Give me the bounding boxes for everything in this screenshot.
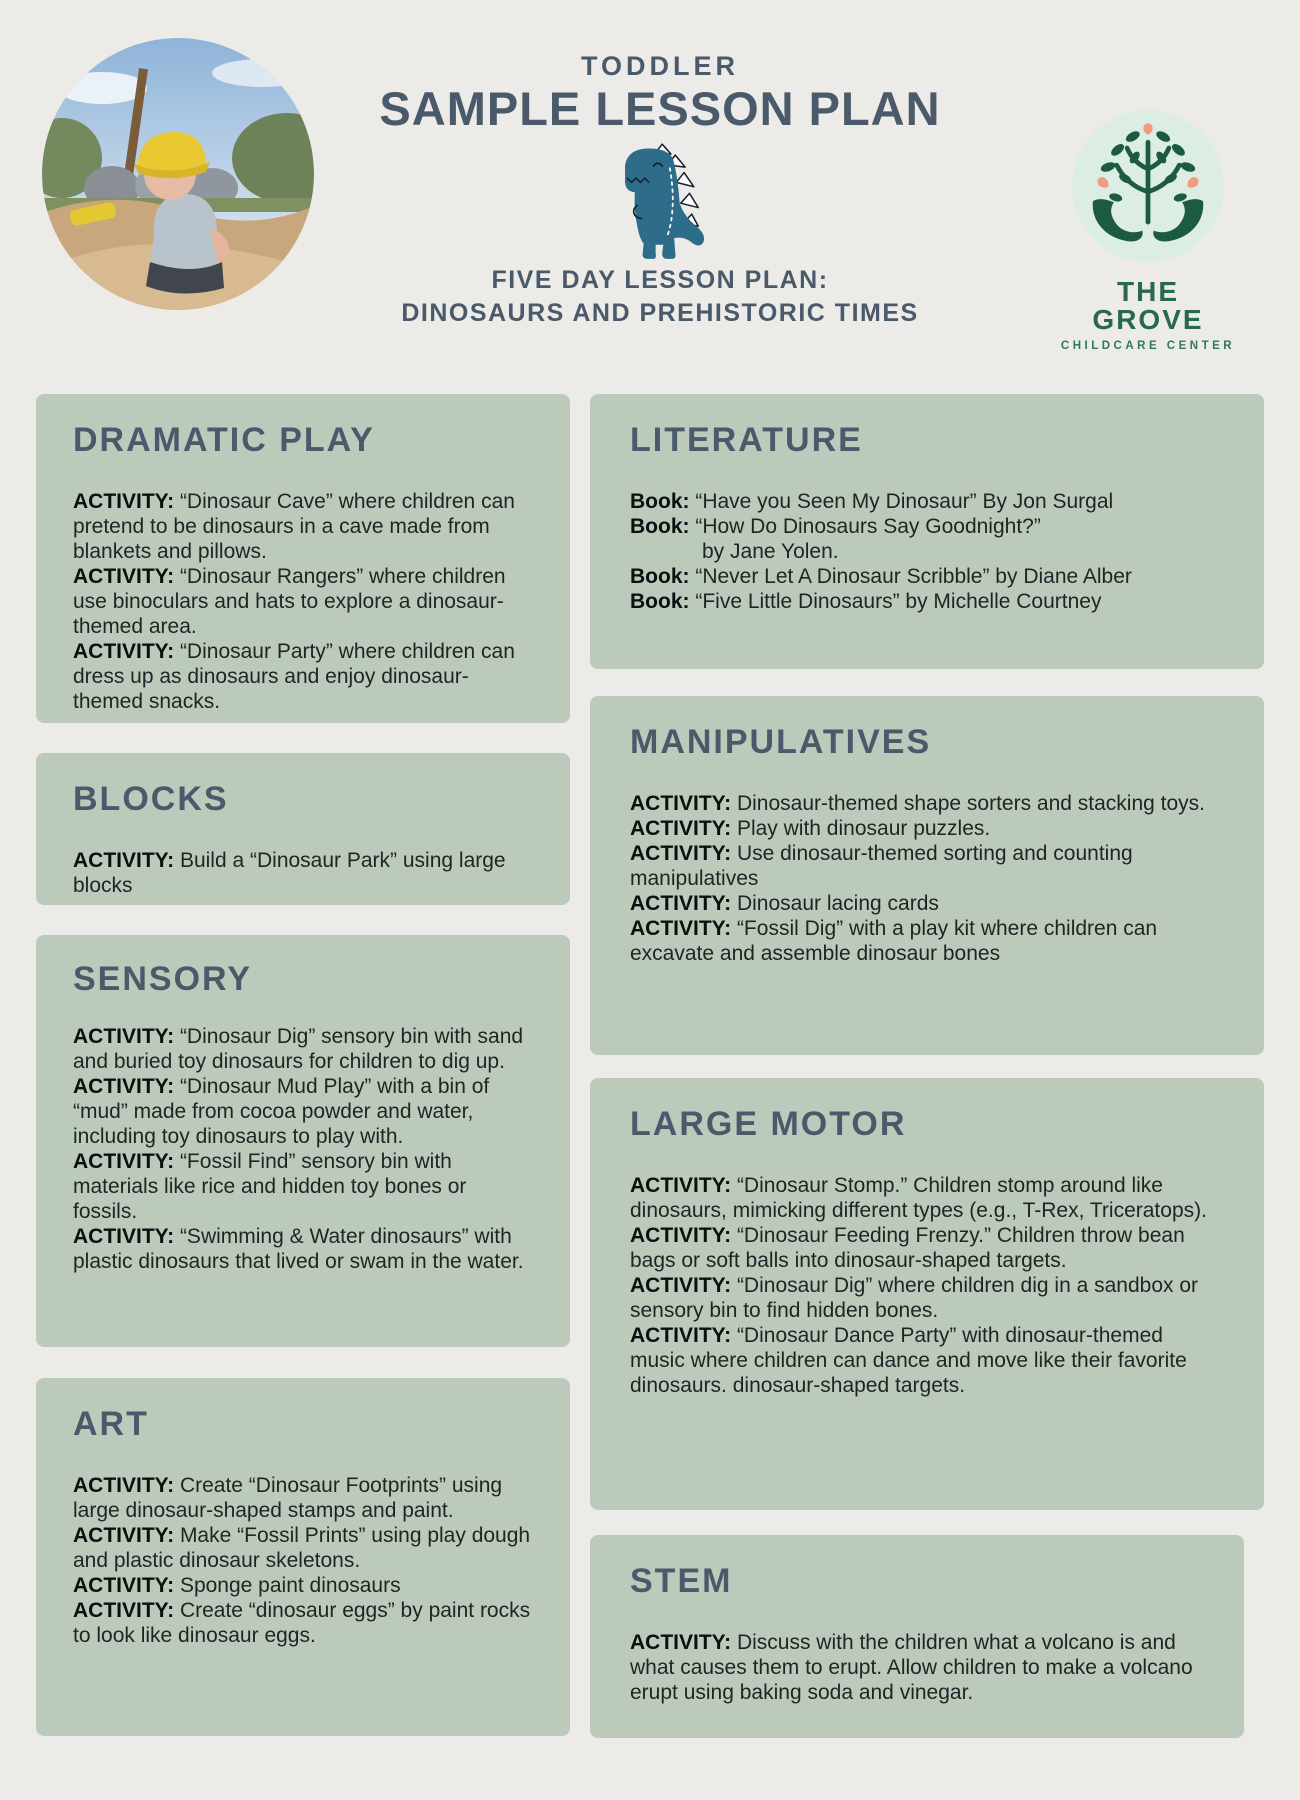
activity-label: ACTIVITY: (73, 1599, 175, 1623)
activity-item: Book: “How Do Dinosaurs Say Goodnight?” by Jane Yolen. (630, 514, 1219, 564)
activity-item: ACTIVITY: Build a “Dinosaur Park” using large blocks (73, 849, 506, 898)
activity-label: ACTIVITY: (630, 1324, 732, 1348)
activity-label: Book: (630, 515, 690, 539)
activity-label: ACTIVITY: (73, 1075, 175, 1099)
activity-item: ACTIVITY: Create “Dinosaur Footprints” using large dinosaur-shaped stamps and paint. (73, 1474, 503, 1523)
page-eyebrow: TODDLER (580, 51, 739, 81)
activity-item: ACTIVITY: “Dinosaur Feeding Frenzy.” Children throw bean bags or soft balls into dinosaur-shaped targets. (630, 1224, 1185, 1273)
activity-label: ACTIVITY: (73, 1574, 175, 1598)
activity-item: ACTIVITY: “Dinosaur Dig” sensory bin with sand and buried toy dinosaurs for children to dig up. (73, 1025, 524, 1074)
subtitle-line-2: DINOSAURS AND PREHISTORIC TIMES (401, 298, 919, 327)
activity-item: ACTIVITY: “Dinosaur Stomp.” Children stomp around like dinosaurs, mimicking different types (e.g., T-Rex, Triceratops). (630, 1174, 1207, 1223)
section-large-motor (590, 1078, 1264, 1510)
activity-item: ACTIVITY: “Fossil Dig” with a play kit where children can excavate and assemble dinosaur bones (630, 917, 1158, 966)
activity-label: ACTIVITY: (630, 917, 732, 941)
section-title-stem: STEM (630, 1562, 733, 1600)
activity-label: ACTIVITY: (73, 565, 175, 589)
activity-label: ACTIVITY: (630, 1174, 732, 1198)
activity-item: Book: “Five Little Dinosaurs” by Michelle Courtney (630, 590, 1102, 614)
grove-logo (1058, 110, 1238, 353)
subtitle-line-1: FIVE DAY LESSON PLAN: (491, 266, 829, 295)
section-body (630, 791, 1219, 966)
section-body (630, 1630, 1199, 1705)
section-body (630, 1173, 1219, 1398)
activity-item: ACTIVITY: “Fossil Find” sensory bin with materials like rice and hidden toy bones or fossils. (73, 1150, 467, 1224)
activity-item: Book: “Never Let A Dinosaur Scribble” by Diane Alber (630, 565, 1132, 589)
section-title-blocks: BLOCKS (73, 780, 229, 818)
activity-label: ACTIVITY: (73, 1524, 175, 1548)
activity-item: ACTIVITY: “Dinosaur Dance Party” with dinosaur-themed music where children can dance and move like their favorite dinosaurs. dinosaur-shaped targets. (630, 1324, 1187, 1398)
activity-item: ACTIVITY: “Swimming & Water dinosaurs” with plastic dinosaurs that lived or swam in the water. (73, 1225, 524, 1274)
activity-label: Book: (630, 590, 690, 614)
activity-label: ACTIVITY: (73, 1225, 175, 1249)
activity-item: ACTIVITY: “Dinosaur Party” where children can dress up as dinosaurs and enjoy dinosaur-themed snacks. (73, 640, 515, 714)
activity-item: ACTIVITY: Dinosaur-themed shape sorters and stacking toys. (630, 792, 1206, 816)
activity-label: ACTIVITY: (630, 1224, 732, 1248)
activity-item: ACTIVITY: Dinosaur lacing cards (630, 892, 939, 916)
activity-label: ACTIVITY: (630, 1631, 732, 1655)
section-sensory (36, 935, 570, 1347)
activity-label: ACTIVITY: (73, 490, 175, 514)
section-title-dramatic-play: DRAMATIC PLAY (73, 421, 375, 459)
activity-label: ACTIVITY: (630, 792, 732, 816)
activity-item: ACTIVITY: Play with dinosaur puzzles. (630, 817, 991, 841)
activity-label: ACTIVITY: (73, 1150, 175, 1174)
section-body (73, 1473, 535, 1648)
activity-item: ACTIVITY: “Dinosaur Dig” where children dig in a sandbox or sensory bin to find hidden bones. (630, 1274, 1199, 1323)
section-body (630, 489, 1219, 614)
activity-label: ACTIVITY: (630, 842, 732, 866)
page-title: SAMPLE LESSON PLAN (379, 82, 941, 136)
book-author-continuation: by Jane Yolen. (702, 540, 839, 564)
section-stem (590, 1535, 1244, 1738)
activity-label: ACTIVITY: (630, 892, 732, 916)
toddler-photo (42, 38, 314, 310)
section-art (36, 1378, 570, 1736)
section-manipulatives (590, 696, 1264, 1055)
toddler-photo-image (42, 38, 314, 310)
section-body (73, 489, 535, 714)
section-title-literature: LITERATURE (630, 421, 863, 459)
activity-label: ACTIVITY: (73, 1025, 175, 1049)
activity-item: Book: “Have you Seen My Dinosaur” By Jon Surgal (630, 490, 1114, 514)
section-dramatic-play (36, 394, 570, 723)
section-body (73, 1024, 535, 1274)
section-title-large-motor: LARGE MOTOR (630, 1105, 907, 1143)
section-body (73, 848, 535, 898)
header (300, 50, 1020, 329)
section-title-sensory: SENSORY (73, 960, 253, 998)
activity-item: ACTIVITY: Discuss with the children what a volcano is and what causes them to erupt. Allow children to make a volcano erupt using baking soda and vinegar. (630, 1631, 1193, 1705)
activity-label: ACTIVITY: (73, 849, 175, 873)
activity-label: Book: (630, 490, 690, 514)
grove-logo-name: THE GROVE (1092, 276, 1204, 335)
activity-label: ACTIVITY: (73, 1474, 175, 1498)
activity-item: ACTIVITY: Make “Fossil Prints” using play dough and plastic dinosaur skeletons. (73, 1524, 531, 1573)
activity-item: ACTIVITY: “Dinosaur Mud Play” with a bin of “mud” made from cocoa powder and water, including toy dinosaurs to play with. (73, 1075, 490, 1149)
grove-logo-tagline: CHILDCARE CENTER (1060, 340, 1236, 352)
activity-item: ACTIVITY: “Dinosaur Rangers” where children use binoculars and hats to explore a dinosaur-themed area. (73, 565, 506, 639)
dinosaur-icon (605, 142, 715, 260)
activity-label: ACTIVITY: (73, 640, 175, 664)
activity-label: Book: (630, 565, 690, 589)
section-title-manipulatives: MANIPULATIVES (630, 723, 932, 761)
section-title-art: ART (73, 1405, 149, 1443)
section-literature (590, 394, 1264, 669)
activity-item: ACTIVITY: “Dinosaur Cave” where children can pretend to be dinosaurs in a cave made from blankets and pillows. (73, 490, 515, 564)
grove-logo-icon (1072, 110, 1224, 262)
activity-item: ACTIVITY: Use dinosaur-themed sorting and counting manipulatives (630, 842, 1133, 891)
activity-label: ACTIVITY: (630, 817, 732, 841)
activity-item: ACTIVITY: Create “dinosaur eggs” by paint rocks to look like dinosaur eggs. (73, 1599, 531, 1648)
section-blocks (36, 753, 570, 905)
activity-item: ACTIVITY: Sponge paint dinosaurs (73, 1574, 401, 1598)
activity-label: ACTIVITY: (630, 1274, 732, 1298)
